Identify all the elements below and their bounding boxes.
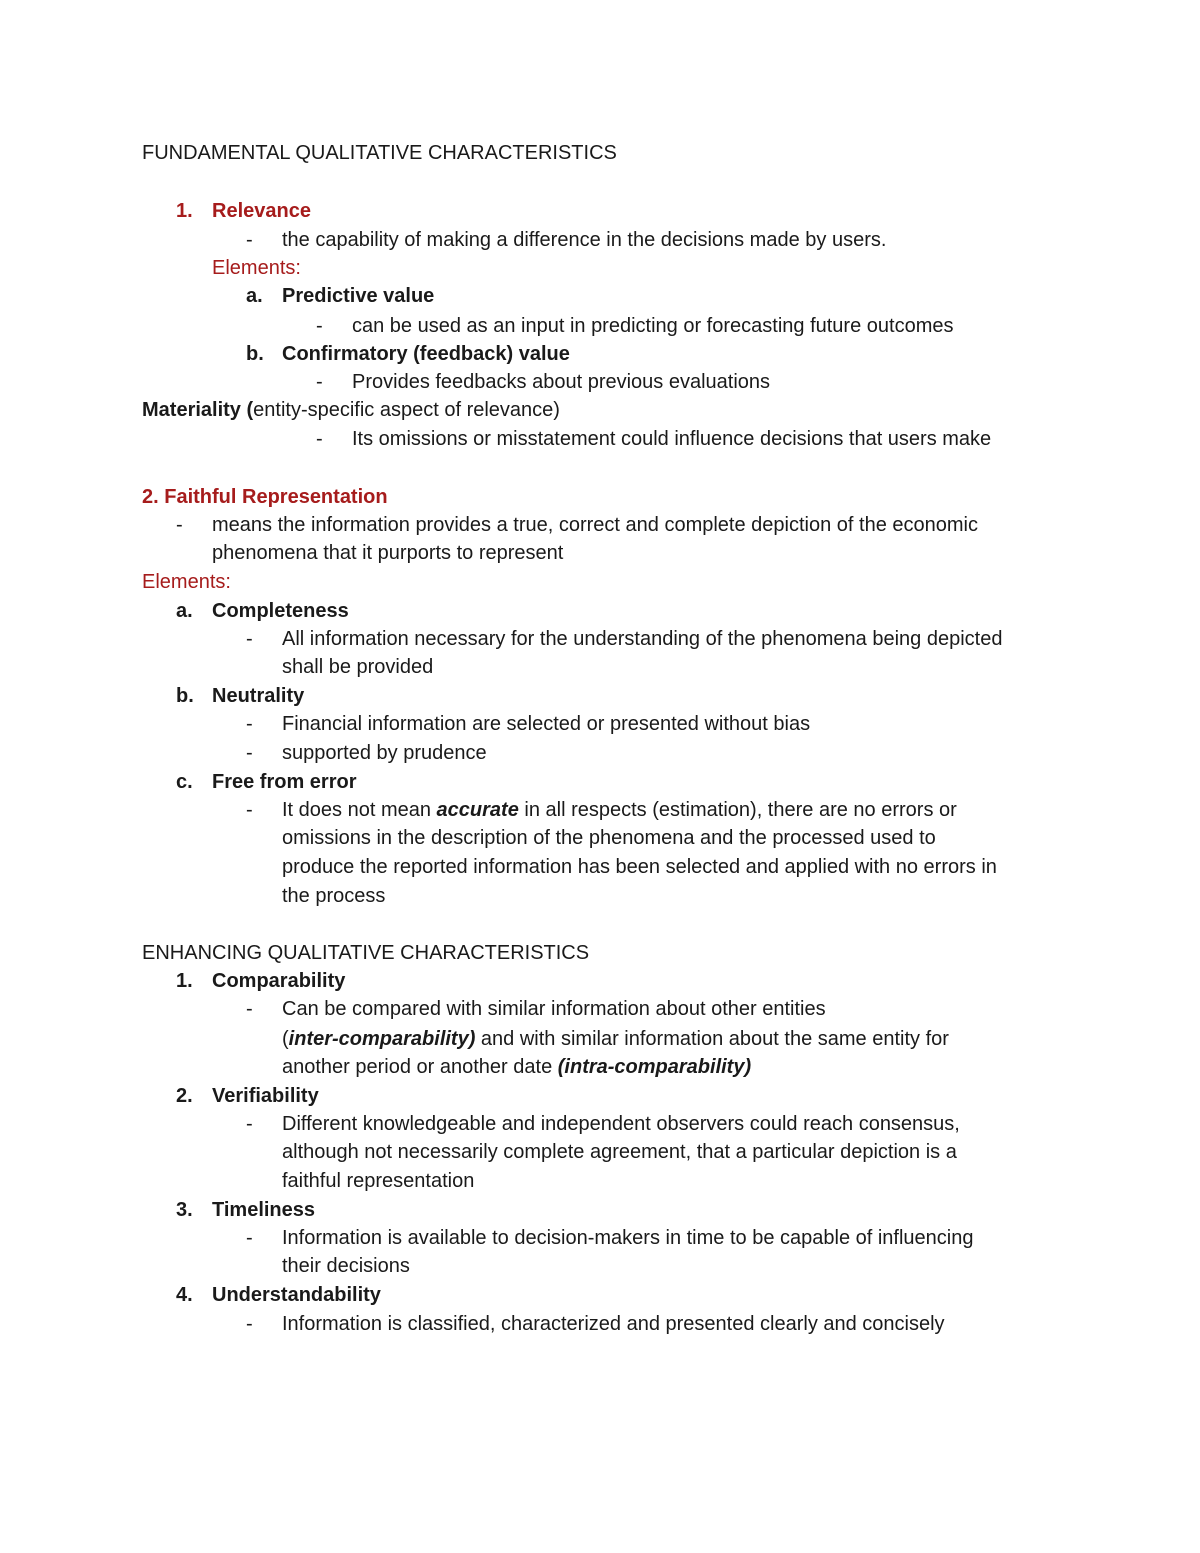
confirmatory-title: Confirmatory (feedback) value — [282, 343, 570, 365]
predictive-desc: can be used as an input in predicting or forecasting future outcomes — [352, 315, 954, 337]
predictive-label: a. — [246, 285, 263, 307]
free-from-error-desc-1: It does not mean accurate in all respects (estimation), there are no errors or — [282, 796, 957, 824]
bullet-dash: - — [316, 428, 323, 450]
bullet-dash: - — [246, 713, 253, 735]
neutrality-label: b. — [176, 685, 194, 707]
verifiability-desc-1: Different knowledgeable and independent observers could reach consensus, — [282, 1113, 960, 1135]
verifiability-desc-2: although not necessarily complete agreement, that a particular depiction is a — [282, 1141, 957, 1163]
bullet-dash: - — [246, 1313, 253, 1335]
faithful-elements-label: Elements: — [142, 571, 231, 593]
bullet-dash: - — [246, 998, 253, 1020]
completeness-desc-1: All information necessary for the understanding of the phenomena being depicted — [282, 628, 1003, 650]
understandability-number: 4. — [176, 1284, 193, 1306]
intra-comparability-emphasis: (intra-comparability) — [557, 1056, 752, 1078]
materiality-line — [142, 396, 560, 424]
relevance-elements-label: Elements: — [212, 257, 301, 279]
relevance-title: Relevance — [212, 200, 311, 222]
bullet-dash: - — [246, 628, 253, 650]
neutrality-desc-2: supported by prudence — [282, 742, 487, 764]
verifiability-title: Verifiability — [212, 1085, 319, 1107]
free-from-error-desc-4: the process — [282, 885, 386, 907]
understandability-desc-1: Information is classified, characterized and presented clearly and concisely — [282, 1313, 945, 1335]
accurate-emphasis: accurate — [436, 799, 519, 821]
materiality-title: Materiality ( — [142, 399, 254, 421]
bullet-dash: - — [176, 514, 183, 536]
bullet-dash: - — [246, 742, 253, 764]
understandability-title: Understandability — [212, 1284, 381, 1306]
bullet-dash: - — [246, 229, 253, 251]
free-from-error-title: Free from error — [212, 771, 357, 793]
verifiability-desc-3: faithful representation — [282, 1170, 475, 1192]
comparability-number: 1. — [176, 970, 193, 992]
comparability-desc-3: another period or another date (intra-comparability) — [282, 1053, 751, 1081]
bullet-dash: - — [316, 371, 323, 393]
confirmatory-label: b. — [246, 343, 264, 365]
neutrality-desc-1: Financial information are selected or presented without bias — [282, 713, 811, 735]
comparability-desc-1: Can be compared with similar information about other entities — [282, 998, 826, 1020]
predictive-title: Predictive value — [282, 285, 435, 307]
timeliness-title: Timeliness — [212, 1199, 316, 1221]
timeliness-desc-2: their decisions — [282, 1255, 410, 1277]
bullet-dash: - — [246, 1227, 253, 1249]
free-from-error-desc-2: omissions in the description of the phenomena and the processed used to — [282, 827, 936, 849]
relevance-number: 1. — [176, 200, 193, 222]
free-from-error-label: c. — [176, 771, 193, 793]
faithful-desc-1: means the information provides a true, correct and complete depiction of the economic — [212, 514, 978, 536]
completeness-title: Completeness — [212, 600, 349, 622]
heading-enhancing — [142, 939, 589, 967]
neutrality-title: Neutrality — [212, 685, 305, 707]
relevance-desc: the capability of making a difference in the decisions made by users. — [282, 229, 887, 251]
materiality-rest: entity-specific aspect of relevance) — [253, 399, 560, 421]
heading-fundamental-text: FUNDAMENTAL QUALITATIVE CHARACTERISTICS — [142, 142, 617, 164]
confirmatory-desc: Provides feedbacks about previous evaluations — [352, 371, 771, 393]
comparability-desc-2: (inter-comparability) and with similar information about the same entity for — [282, 1025, 949, 1053]
comparability-title: Comparability — [212, 970, 346, 992]
completeness-label: a. — [176, 600, 193, 622]
free-from-error-desc-3: produce the reported information has been selected and applied with no errors in — [282, 856, 997, 878]
bullet-dash: - — [316, 315, 323, 337]
inter-comparability-emphasis: inter-comparability) — [288, 1028, 476, 1050]
heading-enhancing-text: ENHANCING QUALITATIVE CHARACTERISTICS — [142, 942, 590, 964]
faithful-desc-2: phenomena that it purports to represent — [212, 542, 564, 564]
timeliness-desc-1: Information is available to decision-makers in time to be capable of influencing — [282, 1227, 974, 1249]
timeliness-number: 3. — [176, 1199, 193, 1221]
materiality-desc: Its omissions or misstatement could influence decisions that users make — [352, 428, 992, 450]
bullet-dash: - — [246, 1113, 253, 1135]
heading-fundamental — [142, 139, 617, 167]
completeness-desc-2: shall be provided — [282, 656, 434, 678]
bullet-dash: - — [246, 799, 253, 821]
verifiability-number: 2. — [176, 1085, 193, 1107]
faithful-title: 2. Faithful Representation — [142, 486, 388, 508]
